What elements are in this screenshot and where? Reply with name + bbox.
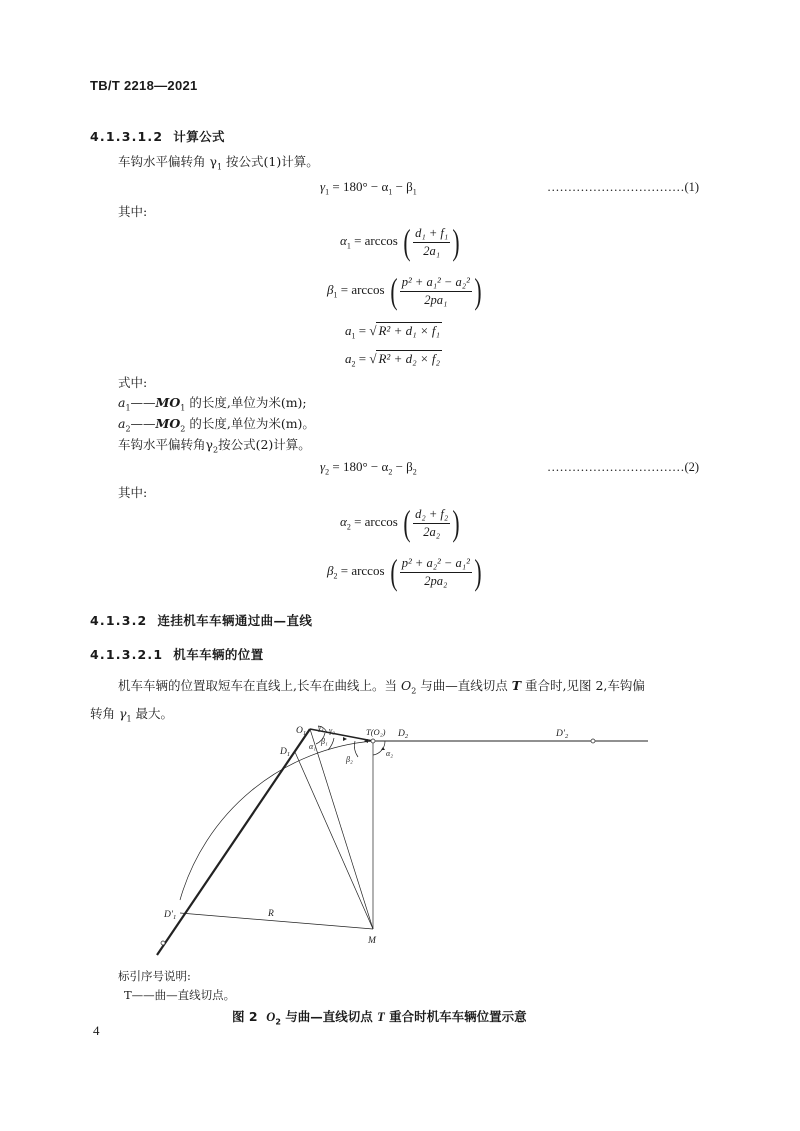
radius-line-D1 (295, 752, 373, 929)
label-O1: $O_1$ (296, 726, 307, 737)
point-T (371, 739, 375, 743)
caption-text-b: 重合时机车车辆位置示意 (384, 1009, 527, 1024)
a1-radicand: R² + d₁ × f₁ (378, 323, 441, 338)
a2-eq: = (355, 351, 370, 366)
def-a1-text: 的长度,单位为米(m); (185, 395, 307, 410)
eq2-b-sub: 2 (412, 467, 417, 477)
where-label-2: 其中: (118, 485, 148, 500)
equation-1-number: ……………………………(1) (547, 180, 700, 194)
body-o: O (400, 678, 412, 693)
eq2-lhs: γ (320, 459, 326, 474)
arrow-alpha2 (381, 747, 385, 750)
beta1-formula: $\beta_1 = \arccos$ ( $\frac{\text{p² + a₁² − a₂²}}{\text{2pa₁}}$ ) (327, 271, 482, 311)
alpha2-lhs: α (340, 513, 347, 529)
alpha1-denominator: 2a₁ (423, 243, 441, 258)
caption-prefix: 图 2 (232, 1009, 258, 1024)
body-gamma-sub: 1 (126, 714, 132, 723)
curve-arc (180, 741, 373, 900)
alpha2-sub: 2 (346, 522, 351, 532)
def-a2-mo-sub: 2 (180, 424, 186, 434)
body-t: T (511, 678, 522, 693)
a2-radicand: R² + d₂ × f₂ (378, 351, 441, 366)
alpha2-arccos: = arccos (350, 513, 398, 529)
intro2-sub: 2 (212, 445, 219, 455)
long-vehicle-line (157, 729, 310, 955)
radius-line-O1 (310, 729, 373, 929)
a2-lhs: a (345, 351, 352, 366)
beta2-arccos: = arccos (337, 562, 385, 578)
body-gamma: γ (118, 705, 127, 721)
alpha2-numerator: d₂ + f₂ (413, 506, 450, 524)
alpha1-formula: $\alpha_1 = \arccos$ ( $\frac{\text{d₁ + f₁}}{\text{2a₁}}$ ) (340, 222, 460, 262)
intro-text: 车钩水平偏转角 γ (118, 154, 217, 169)
label-D2: $D_2$ (398, 729, 409, 740)
body-line1-c: 重合时,见图 2,车钩偏 (521, 678, 645, 693)
intro-sub: 1 (216, 162, 223, 172)
eq1-b-sub: 1 (412, 187, 417, 197)
label-gamma1: γ₁ (318, 723, 324, 732)
section-title: 机车车辆的位置 (173, 647, 264, 662)
section-number: 4.1.3.2 (90, 613, 148, 628)
alpha1-arccos: = arccos (350, 232, 398, 248)
section-title: 计算公式 (173, 129, 225, 144)
label-M: M (368, 936, 376, 946)
beta1-lhs: β (327, 281, 334, 297)
label-D2-prime: $D'_2$ (556, 729, 569, 740)
caption-o-sub: 2 (275, 1017, 281, 1027)
arrow-beta1 (343, 737, 347, 741)
eq1-lhs-sub: 1 (325, 187, 330, 197)
label-beta1: β₁ (321, 737, 328, 746)
def-a2-dash: —— (130, 416, 156, 431)
def-a1-mo: MO (155, 395, 181, 410)
alpha2-formula: $\alpha_2 = \arccos$ ( $\frac{\text{d₂ + f₂}}{\text{2a₂}}$ ) (340, 503, 460, 543)
alpha1-sub: 1 (346, 241, 351, 251)
eq1-lhs: γ (320, 179, 326, 194)
intro2-end: 按公式(2)计算。 (218, 437, 311, 452)
beta1-numerator: p² + a₁² − a₂² (400, 274, 472, 292)
eq2-rhs: = 180° − α (329, 459, 389, 474)
eq2-a-sub: 2 (388, 467, 393, 477)
def-a1-mo-sub: 1 (180, 403, 186, 413)
eq1-minus: − β (392, 179, 413, 194)
body-line2-a: 转角 (90, 705, 119, 721)
label-gamma2: γ₂ (329, 726, 335, 735)
def-a1-symbol: a (118, 395, 126, 410)
eq1-rhs: = 180° − α (329, 179, 389, 194)
body-o-sub: 2 (411, 686, 417, 696)
alpha2-denominator: 2a₂ (423, 524, 441, 539)
beta1-arccos: = arccos (337, 281, 385, 297)
label-D1: $D_1$ (280, 747, 291, 758)
a2-sub: 2 (351, 359, 356, 369)
standard-number: TB/T 2218—2021 (90, 78, 198, 93)
eq2-minus: − β (392, 459, 413, 474)
section-number: 4.1.3.2.1 (90, 647, 164, 662)
section-number: 4.1.3.1.2 (90, 129, 164, 144)
def-a2-text: 的长度,单位为米(m)。 (185, 416, 315, 431)
where-label-shizhong: 式中: (118, 375, 148, 390)
a1-lhs: a (345, 323, 352, 338)
label-D1-prime: $D'_1$ (164, 910, 177, 921)
eq2-lhs-sub: 2 (325, 467, 330, 477)
alpha1-lhs: α (340, 232, 347, 248)
a2-formula: $a_2$ = √ R² + d₂ × f₂ (345, 351, 441, 369)
body-line2-b: 最大。 (131, 705, 174, 721)
beta2-numerator: p² + a₂² − a₁² (400, 555, 472, 573)
label-R: R (268, 909, 274, 919)
a1-sub: 1 (351, 331, 356, 341)
legend-title: 标引序号说明: (118, 969, 191, 983)
label-T-O2: T(O₂) (366, 727, 386, 737)
intro2-text: 车钩水平偏转角γ (118, 437, 213, 452)
equation-2-number: ……………………………(2) (547, 460, 700, 474)
caption-text-a: 与曲—直线切点 (280, 1009, 378, 1024)
legend-item-T: T——曲—直线切点。 (124, 988, 236, 1002)
beta2-formula: $\beta_2 = \arccos$ ( $\frac{\text{p² + a₂² − a₁²}}{\text{2pa₂}}$ ) (327, 552, 482, 592)
intro-end: 按公式(1)计算。 (222, 154, 319, 169)
def-a1-dash: —— (130, 395, 156, 410)
label-alpha2: α₂ (386, 749, 393, 758)
body-line1-b: 与曲—直线切点 (416, 678, 512, 693)
def-a2-symbol: a (118, 416, 126, 431)
beta1-denominator: 2pa₁ (424, 292, 448, 307)
beta2-lhs: β (327, 562, 334, 578)
alpha1-numerator: d₁ + f₁ (413, 225, 450, 243)
def-a1-sub: 1 (125, 403, 131, 413)
def-a2-mo: MO (155, 416, 181, 431)
beta2-denominator: 2pa₂ (424, 573, 448, 588)
a1-formula: $a_1$ = √ R² + d₁ × f₁ (345, 323, 441, 341)
caption-t: T (377, 1010, 385, 1024)
beta1-sub: 1 (333, 290, 338, 300)
radius-line-R (180, 913, 373, 929)
where-label-1: 其中: (118, 204, 148, 219)
eq1-a-sub: 1 (388, 187, 393, 197)
caption-o: O (266, 1010, 276, 1024)
page-number: 4 (93, 1023, 100, 1038)
def-a2-sub: 2 (125, 424, 131, 434)
point-D1prime-end (161, 941, 165, 945)
section-title: 连挂机车车辆通过曲—直线 (157, 613, 313, 628)
label-alpha1: α₁ (309, 742, 316, 751)
label-beta2: β₂ (346, 755, 353, 764)
beta2-sub: 2 (333, 571, 338, 581)
a1-eq: = (355, 323, 370, 338)
point-D2prime-end (591, 739, 595, 743)
figure-caption (232, 1007, 527, 1027)
body-line1-a: 机车车辆的位置取短车在直线上,长车在曲线上。当 (118, 678, 401, 693)
